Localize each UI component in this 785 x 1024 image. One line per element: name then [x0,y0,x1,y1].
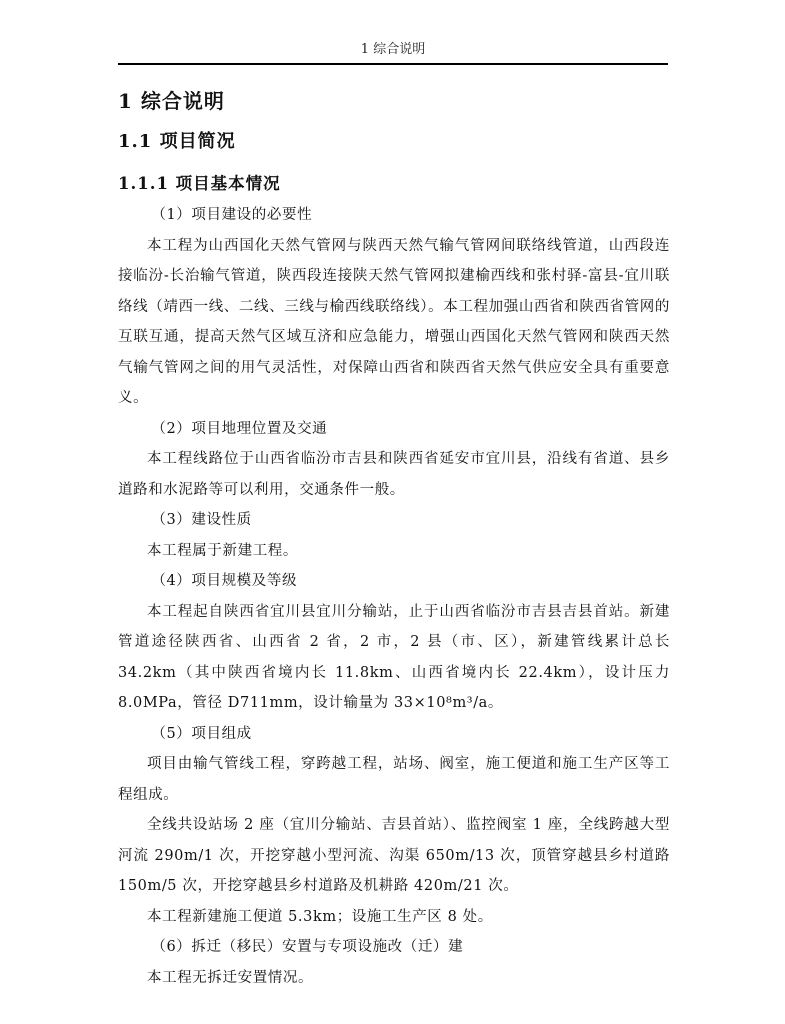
subsection-heading: 1.1.1 项目基本情况 [118,174,281,193]
item-title-composition: （5）项目组成 [151,725,252,742]
page-header: 1 综合说明 [118,37,668,65]
item-title-necessity: （1）项目建设的必要性 [151,207,313,223]
paragraph-nature: 本工程属于新建工程。 [147,542,298,559]
paragraph-necessity: 本工程为山西国化天然气管网与陕西天然气输气管网间联络线管道，山西段连接临汾-长治输气管道，陕西段连接陕天然气管网拟建榆西线和张村驿-富县-宜川联络线（靖西一线、二线、三线与榆西线联络线）。本工程加强山西省和陕西省管网的互联互通，提高天然气区域互济和应急能力，增强山西国化天然气管网和陕西天然气输气管网之间的用气灵活性，对保障山西省和陕西省天然气供应安全具有重要意义。 [118,237,670,406]
section-heading: 1.1 项目简况 [118,131,236,152]
item-title-location: （2）项目地理位置及交通 [151,420,328,437]
paragraph-stations: 全线共设站场 2 座（宜川分输站、吉县首站）、监控阀室 1 座，全线跨越大型河流 290m/1 次，开挖穿越小型河流、沟渠 650m/13 次，顶管穿越县乡村道路 150m/5 次，开挖穿越县乡村道路及机耕路 420m/21 次。 [118,817,670,894]
paragraph-relocation: 本工程无拆迁安置情况。 [147,969,314,986]
paragraph-composition: 项目由输气管线工程，穿跨越工程，站场、阀室，施工便道和施工生产区等工程组成。 [118,756,670,803]
paragraph-location: 本工程线路位于山西省临汾市吉县和陕西省延安市宜川县，沿线有省道、县乡道路和水泥路等可以利用，交通条件一般。 [118,451,670,498]
chapter-heading: 1 综合说明 [118,89,225,113]
paragraph-scale: 本工程起自陕西省宜川县宜川分输站，止于山西省临汾市吉县吉县首站。新建管道途径陕西省、山西省 2 省，2 市，2 县（市、区），新建管线累计总长 34.2km（其中陕西省境内长 11.8km、山西省境内长 22.4km），设计压力 8.0MPa，管径 D711mm，设计输量为 33×10⁸m³/a。 [118,603,670,711]
body-content [118,200,670,993]
item-title-scale: （4）项目规模及等级 [151,573,298,589]
item-title-relocation: （6）拆迁（移民）安置与专项设施改（迁）建 [151,939,464,955]
item-title-nature: （3）建设性质 [151,512,252,528]
paragraph-access-roads: 本工程新建施工便道 5.3km；设施工生产区 8 处。 [147,908,493,925]
